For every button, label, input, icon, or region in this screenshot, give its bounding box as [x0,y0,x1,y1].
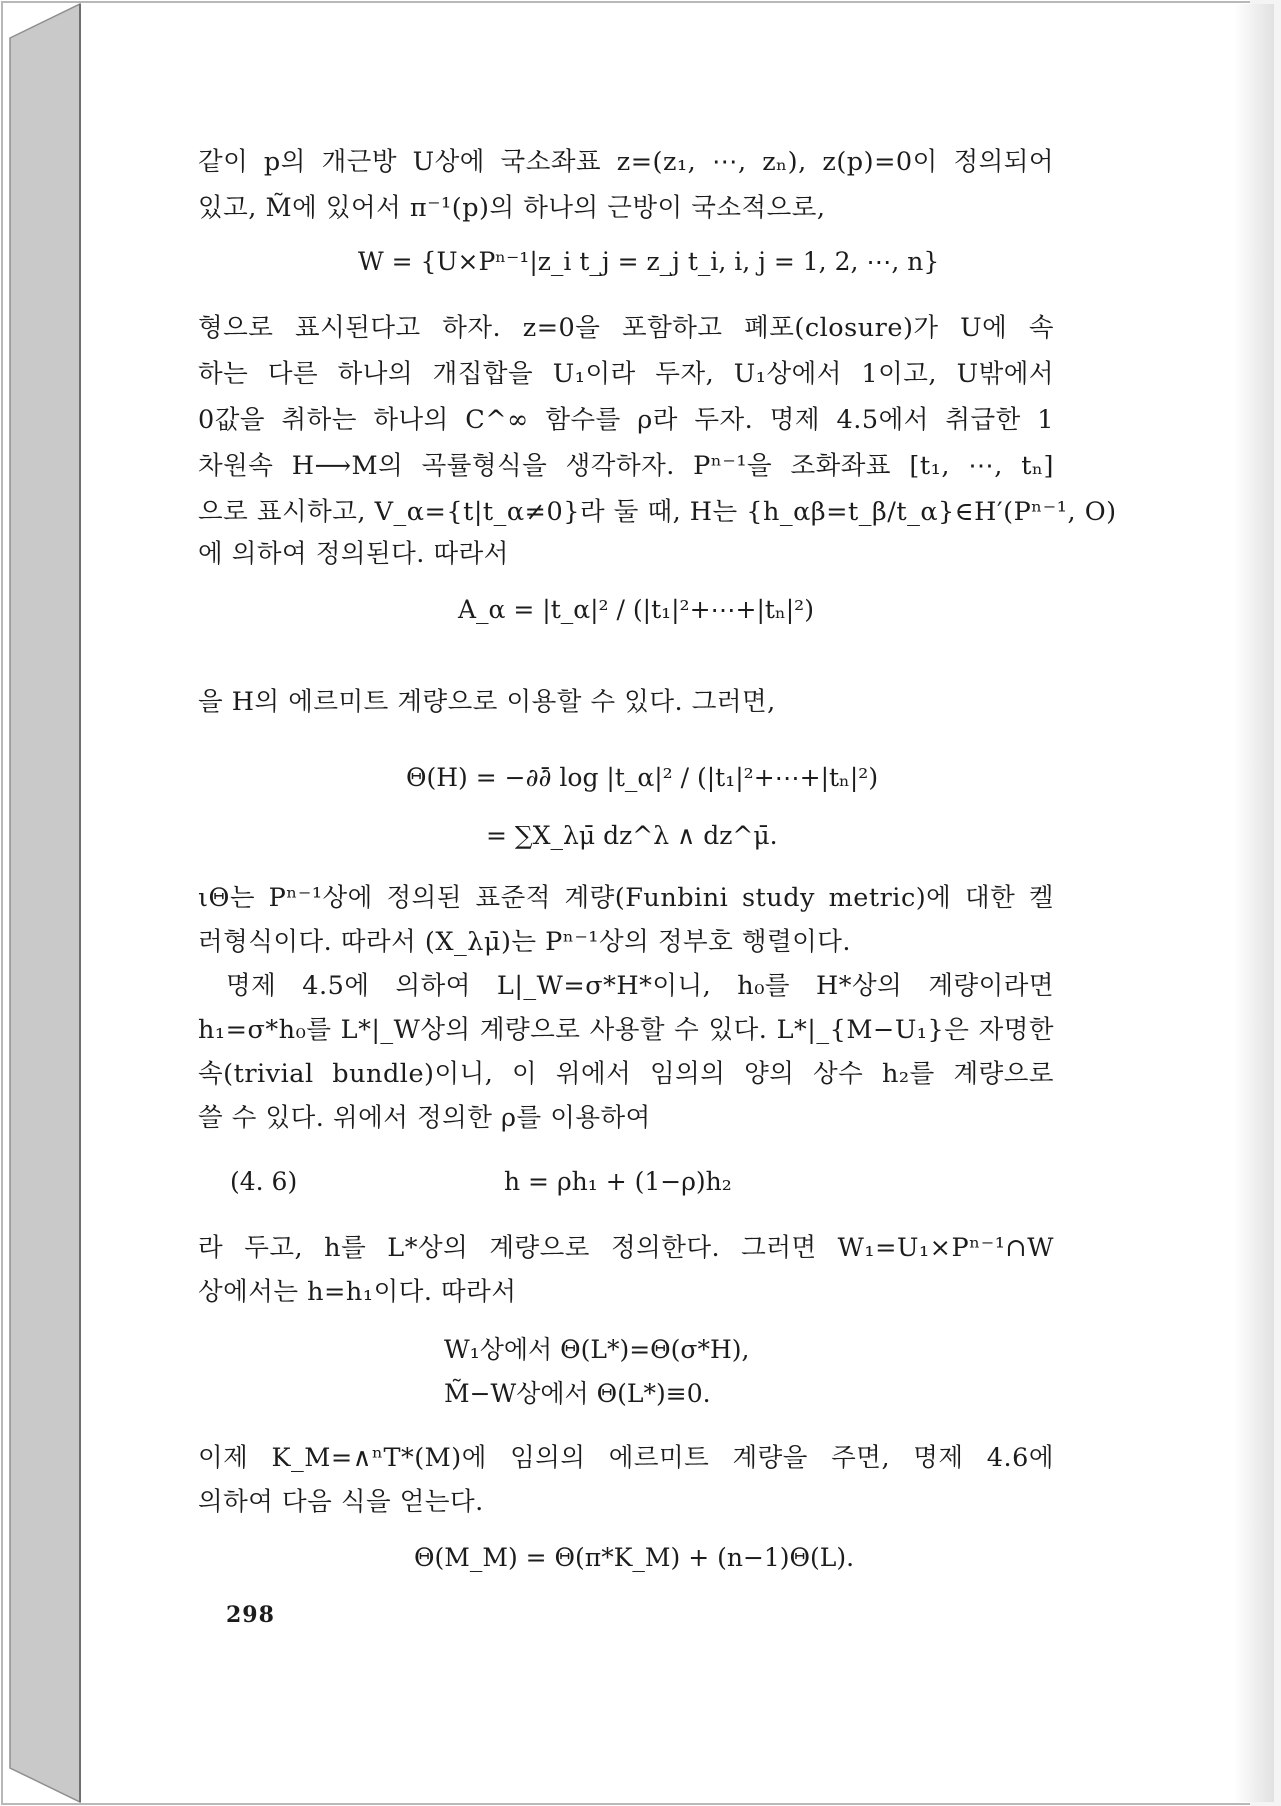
text-line-15: 쓸 수 있다. 위에서 정의한 ρ를 이용하여 [198,1103,651,1133]
text-line-7: 으로 표시하고, V_α={t|t_α≠0}라 둘 때, H는 {h_αβ=t_β/t_α}∈H′(Pⁿ⁻¹, O) [198,497,1117,527]
text-line-16: 라 두고, h를 L*상의 계량으로 정의한다. 그러면 W₁=U₁×Pⁿ⁻¹∩W [198,1233,1054,1263]
equation-number: (4. 6) [230,1167,298,1196]
text-line-10: ιΘ는 Pⁿ⁻¹상에 정의된 표준적 계량(Funbini study metric)에 대한 켈 [198,883,1054,913]
text-line-4: 하는 다른 하나의 개집합을 U₁이라 두자, U₁상에서 1이고, U밖에서 [198,359,1054,389]
equation-theta-H-line1: Θ(H) = −∂∂̄ log |t_α|² / (|t₁|²+⋯+|tₙ|²) [406,763,879,792]
text-line-19: 의하여 다음 식을 얻는다. [198,1487,484,1517]
text-line-3: 형으로 표시된다고 하자. z=0을 포함하고 폐포(closure)가 U에 속 [198,313,1054,343]
equation-M-minus-W: M̃−W상에서 Θ(L*)≡0. [444,1379,711,1408]
equation-W-definition: W = {U×Pⁿ⁻¹|z_i t_j = z_j t_i, i, j = 1, 2, ⋯, n} [358,247,940,276]
text-line-13: h₁=σ*h₀를 L*|_W상의 계량으로 사용할 수 있다. L*|_{M−U₁}은 자명한 [198,1015,1054,1045]
page-number: 298 [226,1602,275,1628]
equation-final: Θ(M_M) = Θ(π*K_M) + (n−1)Θ(L). [414,1543,855,1572]
equation-A-alpha: A_α = |t_α|² / (|t₁|²+⋯+|tₙ|²) [458,595,814,624]
text-line-6: 차원속 H⟶M의 곡률형식을 생각하자. Pⁿ⁻¹을 조화좌표 [t₁, ⋯, tₙ] [198,451,1054,481]
text-line-12: 명제 4.5에 의하여 L|_W=σ*H*이니, h₀를 H*상의 계량이라면 [226,971,1054,1001]
text-line-18: 이제 K_M=∧ⁿT*(M)에 임의의 에르미트 계량을 주면, 명제 4.6에 [198,1443,1054,1473]
text-line-14: 속(trivial bundle)이니, 이 위에서 임의의 양의 상수 h₂를 계량으로 [198,1059,1054,1089]
page-edge-shadow [1234,4,1274,1802]
text-line-5: 0값을 취하는 하나의 C^∞ 함수를 ρ라 두자. 명제 4.5에서 취급한 1 [198,405,1054,435]
text-line-9: 을 H의 에르미트 계량으로 이용할 수 있다. 그러면, [198,687,776,717]
equation-4-6: h = ρh₁ + (1−ρ)h₂ [504,1167,732,1196]
text-line-11: 러형식이다. 따라서 (X_λμ̄)는 Pⁿ⁻¹상의 정부호 행렬이다. [198,927,852,957]
text-line-2: 있고, M̃에 있어서 π⁻¹(p)의 하나의 근방이 국소적으로, [198,193,826,223]
text-line-1: 같이 p의 개근방 U상에 국소좌표 z=(z₁, ⋯, zₙ), z(p)=0이 정의되어 [198,147,1054,177]
text-line-17: 상에서는 h=h₁이다. 따라서 [198,1277,517,1307]
equation-theta-H-line2: = ∑X_λμ̄ dz^λ ∧ dz^μ̄. [486,821,778,850]
text-line-8: 에 의하여 정의된다. 따라서 [198,539,509,569]
equation-W1: W₁상에서 Θ(L*)=Θ(σ*H), [444,1335,750,1364]
